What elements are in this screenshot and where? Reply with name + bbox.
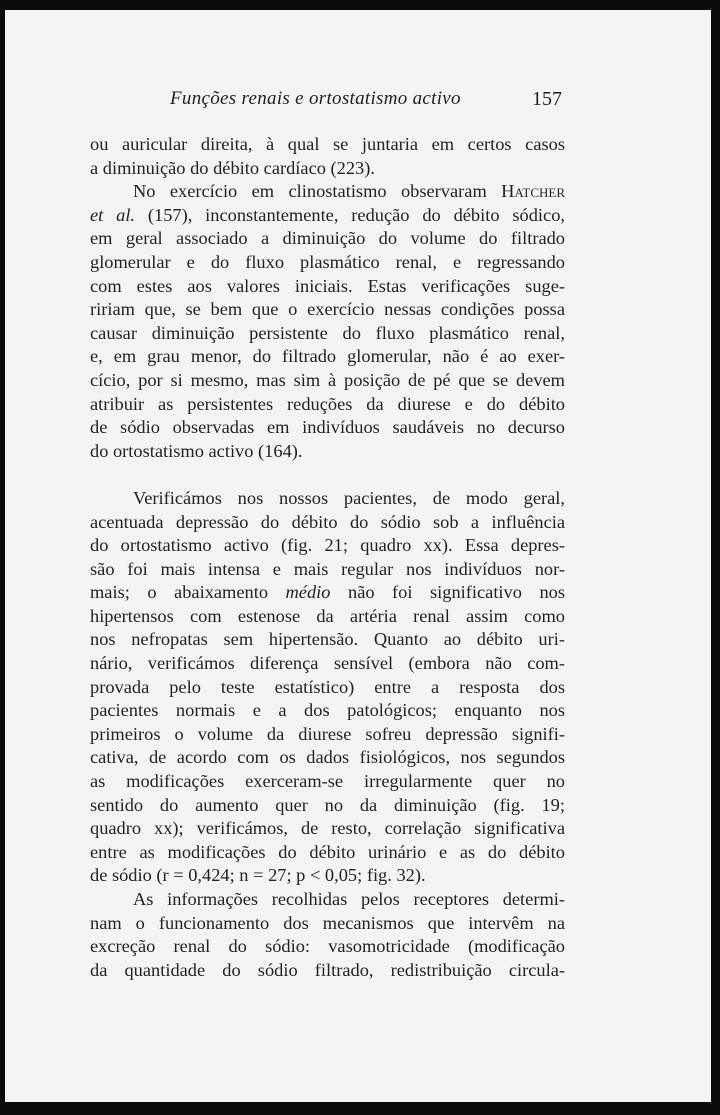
text-line: de sódio observadas em indivíduos saudáveis no decurso [90, 417, 565, 438]
text-line: em geral associado a diminuição do volume do filtrado [90, 228, 565, 249]
text-line: do ortostatismo activo (164). [90, 440, 303, 461]
text-line: hipertensos com estenose da artéria renal assim como [90, 605, 565, 626]
text-line: cativa, de acordo com os dados fisiológicos, nos segundos [90, 747, 565, 768]
text-line: entre as modificações do débito urinário e as do débito [90, 841, 565, 862]
text-line: glomerular e do fluxo plasmático renal, e regressando [90, 251, 565, 272]
text-line: sentido do aumento quer no da diminuição (fig. 19; [90, 794, 565, 815]
paragraph [90, 487, 565, 888]
text-line: atribuir as persistentes reduções da diurese e do débito [90, 393, 565, 414]
body-text [90, 133, 565, 982]
text-line: excreção renal do sódio: vasomotricidade (modificação [90, 936, 565, 957]
text-line: as modificações exerceram-se irregularmente quer no [90, 771, 565, 792]
text-line: nam o funcionamento dos mecanismos que intervêm na [90, 912, 565, 933]
book-page [5, 10, 711, 1102]
text-line: são foi mais intensa e mais regular nos indivíduos nor- [90, 558, 565, 579]
paragraph [90, 888, 565, 982]
line-segment: mais; o abaixamento [90, 582, 286, 603]
citation-etal: et al. [90, 204, 136, 225]
text-line: ou auricular direita, à qual se juntaria em certos casos [90, 134, 565, 154]
line-segment: (157), inconstantemente, redução do débito sódico, [135, 204, 565, 225]
text-line: de sódio (r = 0,424; n = 27; p < 0,05; fig. 32). [90, 865, 426, 886]
emphasis-word: médio [285, 582, 331, 603]
text-line: nário, verificámos diferença sensível (embora não com- [90, 653, 565, 674]
text-line: ririam que, se bem que o exercício nessas condições possa [90, 299, 565, 320]
paragraph [90, 180, 565, 463]
text-line: nos nefropatas sem hipertensão. Quanto ao débito uri- [90, 629, 565, 650]
author-name: Hatcher [501, 181, 565, 202]
text-line: Verificámos nos nossos pacientes, de modo geral, [133, 487, 565, 508]
text-line: primeiros o volume da diurese sofreu depressão signifi- [90, 723, 565, 744]
text-line: da quantidade do sódio filtrado, redistribuição circula- [90, 959, 565, 980]
text-line: do ortostatismo activo (fig. 21; quadro xx). Essa depres- [90, 535, 565, 556]
text-line [90, 581, 565, 605]
page-number: 157 [532, 88, 562, 110]
paragraph [90, 133, 565, 180]
text-line: acentuada depressão do débito do sódio sob a influência [90, 511, 565, 532]
running-head [5, 88, 711, 118]
line-segment: No exercício em clinostatismo observaram [133, 181, 502, 202]
text-line: com estes aos valores iniciais. Estas verificações suge- [90, 275, 565, 296]
text-line: provada pelo teste estatístico) entre a resposta dos [90, 676, 565, 697]
running-title: Funções renais e ortostatismo activo [170, 88, 461, 109]
text-line: a diminuição do débito cardíaco (223). [90, 157, 375, 178]
paragraph-gap [90, 463, 565, 487]
text-line: cício, por si mesmo, mas sim à posição de pé que se devem [90, 369, 565, 390]
text-line: As informações recolhidas pelos receptores determi- [133, 889, 565, 909]
line-segment: não foi significativo nos [330, 582, 565, 603]
text-line: causar diminuição persistente do fluxo plasmático renal, [90, 322, 565, 343]
text-line: pacientes normais e a dos patológicos; enquanto nos [90, 700, 565, 721]
text-line [90, 204, 565, 228]
text-line [90, 180, 565, 204]
text-line: quadro xx); verificámos, de resto, correlação significativa [90, 818, 565, 839]
text-line: e, em grau menor, do filtrado glomerular, não é ao exer- [90, 346, 565, 367]
